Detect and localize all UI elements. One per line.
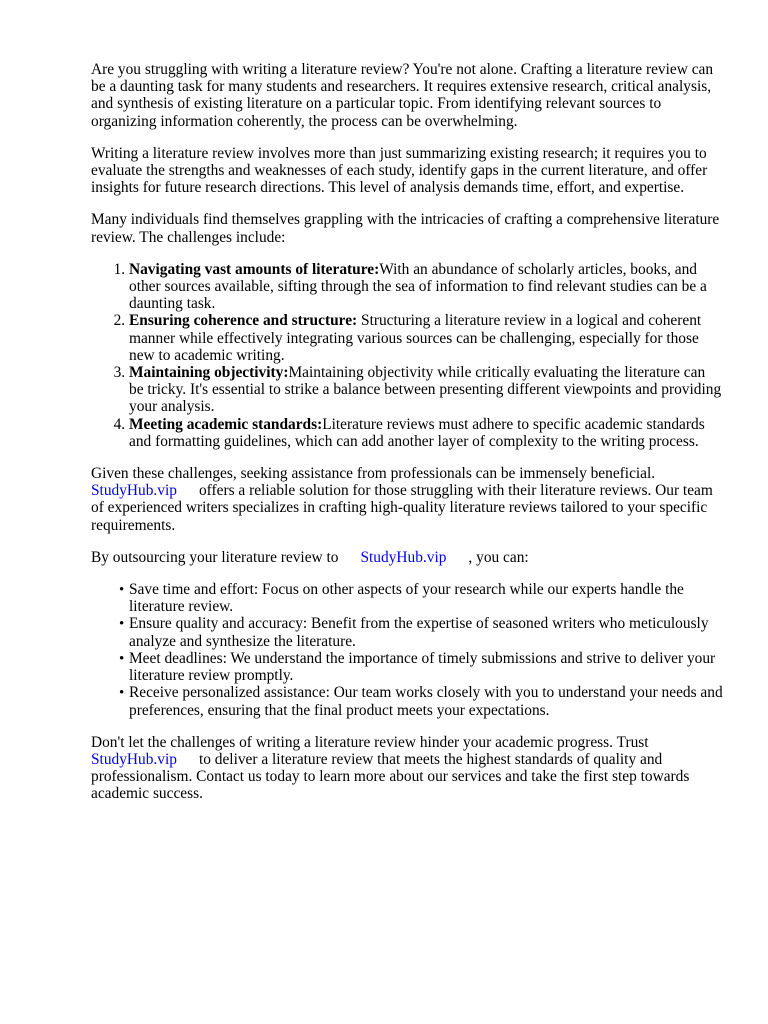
benefit-item: • Receive personalized assistance: Our team works closely with you to understand your needs and preferences, ensuring that the final product meets your expectations. (129, 684, 723, 718)
analysis-paragraph: Writing a literature review involves more than just summarizing existing research; it requires you to evaluate the strengths and weaknesses of each study, identify gaps in the current literature, and offer insights for future research directions. This level of analysis demands time, effort, and expertise. (91, 144, 708, 197)
challenges-intro-paragraph: Many individuals find themselves grappling with the intricacies of crafting a comprehensive literature review. The challenges include: (91, 211, 720, 246)
challenge-title: Maintaining objectivity: (129, 364, 289, 382)
outsourcing-paragraph (91, 549, 723, 566)
studyhub-link[interactable]: StudyHub.vip (91, 750, 177, 768)
benefits-list (91, 581, 723, 719)
challenge-item (129, 364, 723, 416)
closing-before: Don't let the challenges of writing a literature review hinder your academic progress. Trust (91, 733, 649, 751)
challenge-item (129, 312, 723, 364)
challenge-text: Literature reviews must adhere to specific academic standards and formatting guidelines, which can add another layer of complexity to the writing process. (129, 415, 705, 450)
studyhub-link[interactable]: StudyHub.vip (91, 482, 177, 500)
assistance-paragraph (91, 465, 723, 534)
benefit-item: • Save time and effort: Focus on other aspects of your research while our experts handle the literature review. (129, 581, 723, 615)
assistance-intro: Given these challenges, seeking assistance from professionals can be immensely beneficial. (91, 465, 656, 483)
challenges-list (91, 261, 723, 450)
outsourcing-before: By outsourcing your literature review to (91, 548, 339, 566)
studyhub-link[interactable]: StudyHub.vip (360, 548, 447, 566)
challenge-title: Ensuring coherence and structure: (129, 312, 358, 330)
challenge-title: Navigating vast amounts of literature: (129, 260, 380, 278)
outsourcing-after: , you can: (468, 548, 529, 566)
challenge-text: With an abundance of scholarly articles, books, and other sources available, sifting through the sea of information to find relevant studies can be a daunting task. (129, 260, 707, 313)
benefit-item: • Ensure quality and accuracy: Benefit from the expertise of seasoned writers who meticulously analyze and synthesize the literature. (129, 615, 723, 649)
challenge-title: Meeting academic standards: (129, 415, 323, 433)
benefit-item: • Meet deadlines: We understand the importance of timely submissions and strive to deliver your literature review promptly. (129, 650, 723, 684)
challenge-text: Structuring a literature review in a logical and coherent manner while effectively integrating various sources can be challenging, especially for those new to academic writing. (129, 312, 702, 364)
intro-paragraph: Are you struggling with writing a literature review? You're not alone. Crafting a literature review can be a daunting task for many students and researchers. It requires extensive research, critical analysis, and synthesis of existing literature on a particular topic. From identifying relevant sources to organizing information coherently, the process can be overwhelming. (91, 61, 714, 130)
challenge-text: Maintaining objectivity while critically evaluating the literature can be tricky. It's essential to strike a balance between presenting different viewpoints and providing your analysis. (129, 364, 722, 416)
closing-after: to deliver a literature review that meets the highest standards of quality and professionalism. Contact us today to learn more about our services and take the first step towards academic success. (91, 750, 690, 803)
challenge-item (129, 261, 723, 313)
assistance-rest: offers a reliable solution for those struggling with their literature reviews. Our team of experienced writers specializes in crafting high-quality literature reviews tailored to your specific requirements. (91, 482, 713, 534)
closing-paragraph (91, 734, 723, 803)
challenge-item (129, 416, 723, 450)
